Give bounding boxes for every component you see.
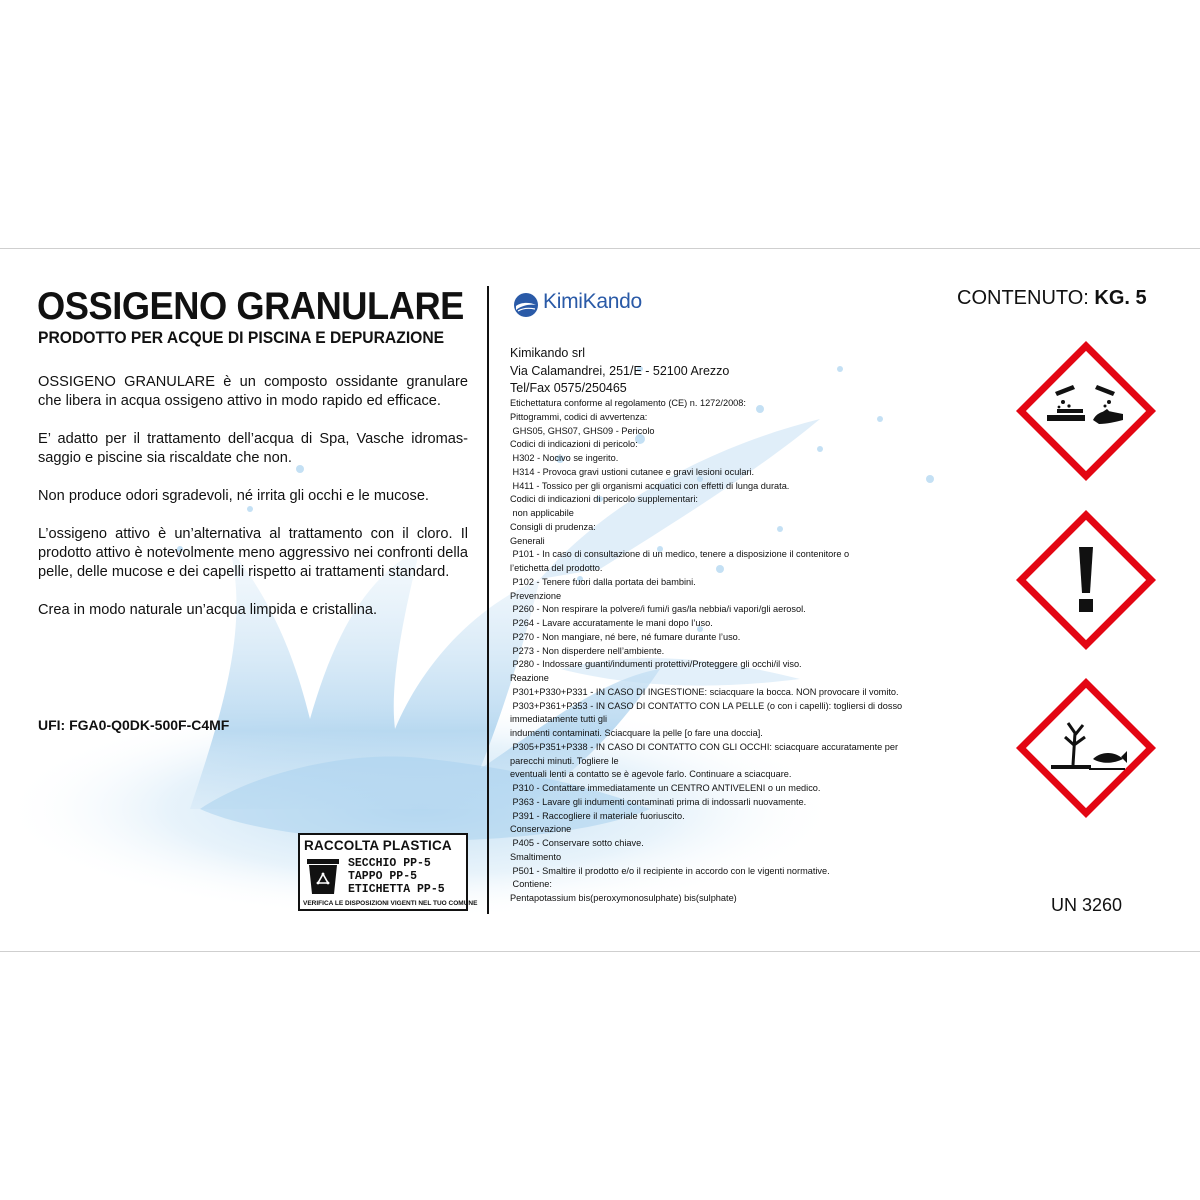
product-description — [38, 373, 468, 639]
hazard-line: Pittogrammi, codici di avvertenza: — [510, 411, 648, 422]
hazard-line: P101 - In caso di consultazione di un medico, tenere a disposizione il contenitore o — [510, 549, 850, 560]
description-paragraph: E’ adatto per il trattamento dell’acqua di Spa, Vasche idromas-saggio e piscine sia riscaldate che non. — [38, 431, 468, 466]
hazard-line: Pentapotassium bis(peroxymonosulphate) bis(sulphate) — [510, 893, 737, 903]
hazard-line: parecchi minuti. Togliere le — [510, 755, 619, 766]
hazard-line: P264 - Lavare accuratamente le mani dopo l’uso. — [510, 618, 713, 628]
hazard-line: non applicabile — [510, 508, 574, 518]
recycling-line: ETICHETTA PP-5 — [348, 883, 445, 896]
exclamation-mark-icon — [1011, 505, 1161, 655]
hazard-line: P391 - Raccogliere il materiale fuoriuscito. — [510, 810, 685, 821]
description-paragraph: Non produce odori sgradevoli, né irrita gli occhi e le mucose. — [38, 488, 429, 504]
un-number: UN 3260 — [1051, 895, 1123, 915]
hazard-line: GHS05, GHS07, GHS09 - Pericolo — [510, 425, 655, 436]
hazard-line: P303+P361+P353 - IN CASO DI CONTATTO CON LA PELLE (o con i capelli): togliersi di dosso — [510, 700, 903, 711]
recycling-box — [298, 833, 478, 911]
hazard-line: immediatamente tutti gli — [510, 714, 608, 725]
hazard-line: Reazione — [510, 673, 549, 683]
recycling-title: RACCOLTA PLASTICA — [304, 838, 452, 853]
product-label — [0, 248, 1200, 952]
hazard-line: P102 - Tenere fuori dalla portata dei bambini. — [510, 576, 696, 587]
recycle-bin-icon — [306, 857, 340, 895]
column-divider — [487, 286, 489, 914]
description-paragraph: OSSIGENO GRANULARE è un composto ossidante granulare che libera in acqua ossigeno attivo in modo rapido ed efficace. — [38, 374, 468, 409]
brand-name: KimiKando — [543, 290, 642, 313]
hazard-line: Prevenzione — [510, 590, 562, 601]
description-paragraph: Crea in modo naturale un’acqua limpida e cristallina. — [38, 602, 378, 618]
net-contents — [957, 287, 1147, 310]
hazard-line: P501 - Smaltire il prodotto e/o il recipiente in accordo con le vigenti normative. — [510, 865, 830, 876]
hazard-line: eventuali lenti a contatto se è agevole farlo. Continuare a sciacquare. — [510, 769, 792, 780]
contents-label: CONTENUTO: — [957, 287, 1089, 309]
hazard-line: Conservazione — [510, 824, 572, 835]
hazard-line: H314 - Provoca gravi ustioni cutanee e gravi lesioni oculari. — [510, 466, 755, 477]
hazard-line: P260 - Non respirare la polvere/i fumi/i gas/la nebbia/i vapori/gli aerosol. — [510, 604, 806, 615]
product-subtitle: PRODOTTO PER ACQUE DI PISCINA E DEPURAZIONE — [38, 329, 445, 347]
hazard-line: Generali — [510, 535, 545, 546]
description-paragraph: L’ossigeno attivo è un’alternativa al trattamento con il cloro. Il prodotto attivo è notevolmente meno aggressivo nei confronti della pelle, delle mucose e dei capelli rispetto ai trattamenti standard. — [38, 526, 468, 580]
hazard-statements — [510, 397, 928, 906]
product-title: OSSIGENO GRANULARE — [37, 285, 464, 328]
corrosion-icon — [1011, 336, 1161, 486]
hazard-line: indumenti contaminati. Sciacquare la pelle [o fare una doccia]. — [510, 728, 763, 738]
recycling-line: SECCHIO PP-5 — [348, 857, 431, 870]
hazard-line: P405 - Conservare sotto chiave. — [510, 838, 644, 848]
hazard-line: H302 - Nocivo se ingerito. — [510, 453, 619, 463]
hazard-line: P363 - Lavare gli indumenti contaminati prima di indossarli nuovamente. — [510, 796, 807, 807]
recycling-line: TAPPO PP-5 — [348, 870, 418, 883]
company-info — [510, 345, 729, 398]
company-line: Via Calamandrei, 251/E - 52100 Arezzo — [510, 363, 730, 378]
company-line: Kimikando srl — [510, 346, 586, 360]
hazard-line: P280 - Indossare guanti/indumenti protettivi/Proteggere gli occhi/il viso. — [510, 659, 802, 670]
ufi-code: UFI: FGA0-Q0DK-500F-C4MF — [38, 717, 230, 733]
hazard-line: Codici di indicazioni di pericolo supplementari: — [510, 494, 698, 505]
hazard-line: Contiene: — [510, 879, 552, 890]
recycling-footer: VERIFICA LE DISPOSIZIONI VIGENTI NEL TUO COMUNE — [303, 900, 478, 907]
hazard-line: Etichettatura conforme al regolamento (CE) n. 1272/2008: — [510, 398, 746, 408]
company-line: Tel/Fax 0575/250465 — [510, 381, 627, 395]
kimikando-logo-icon — [512, 291, 540, 319]
contents-quantity: KG. 5 — [1094, 287, 1147, 309]
hazard-line: Consigli di prudenza: — [510, 521, 596, 532]
hazard-line: P310 - Contattare immediatamente un CENTRO ANTIVELENI o un medico. — [510, 783, 821, 793]
hazard-line: l’etichetta del prodotto. — [510, 563, 603, 573]
environment-hazard-icon — [1011, 673, 1161, 823]
hazard-line: P301+P330+P331 - IN CASO DI INGESTIONE: sciacquare la bocca. NON provocare il vomito. — [510, 686, 899, 697]
hazard-line: P270 - Non mangiare, né bere, né fumare durante l’uso. — [510, 631, 741, 642]
hazard-line: H411 - Tossico per gli organismi acquatici con effetti di lunga durata. — [510, 480, 790, 491]
hazard-line: Codici di indicazioni di pericolo: — [510, 439, 638, 450]
hazard-line: P305+P351+P338 - IN CASO DI CONTATTO CON GLI OCCHI: sciacquare accuratamente per — [510, 741, 899, 752]
hazard-line: Smaltimento — [510, 851, 562, 862]
hazard-line: P273 - Non disperdere nell’ambiente. — [510, 645, 665, 656]
